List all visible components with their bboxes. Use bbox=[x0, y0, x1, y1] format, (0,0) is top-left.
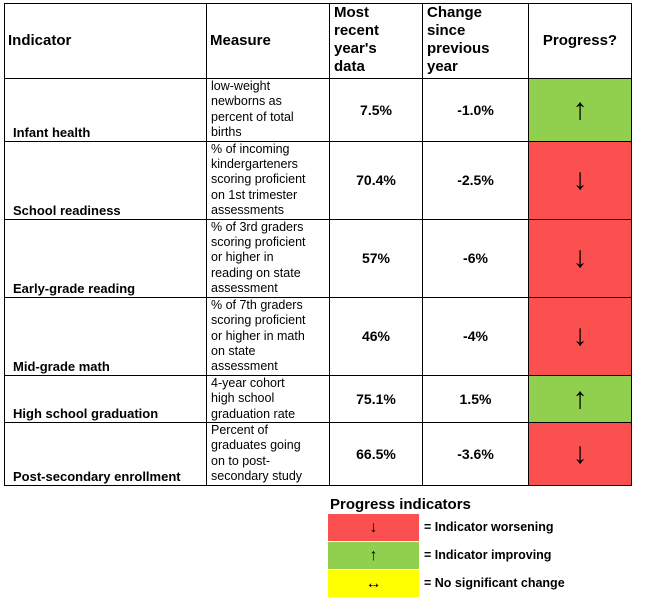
header-change: Change since previous year bbox=[423, 4, 529, 79]
indicator-name: High school graduation bbox=[5, 375, 207, 422]
change-value: -3.6% bbox=[423, 422, 529, 485]
table-row bbox=[5, 79, 632, 142]
measure-text: Percent of graduates going on to post- secondary study bbox=[207, 422, 330, 485]
legend-title: Progress indicators bbox=[330, 496, 471, 513]
change-value: -4% bbox=[423, 297, 529, 375]
arrow-down-icon: ↓ bbox=[572, 241, 588, 275]
progress-worsening bbox=[529, 219, 632, 297]
arrow-down-icon: ↓ bbox=[572, 163, 588, 197]
measure-text: 4-year cohort high school graduation rate bbox=[207, 375, 330, 422]
recent-value: 46% bbox=[330, 297, 423, 375]
indicator-name: School readiness bbox=[5, 141, 207, 219]
arrow-up-icon: ↑ bbox=[572, 381, 588, 415]
recent-value: 66.5% bbox=[330, 422, 423, 485]
recent-value: 7.5% bbox=[330, 79, 423, 142]
measure-text: low-weight newborns as percent of total births bbox=[207, 79, 330, 142]
progress-worsening bbox=[529, 297, 632, 375]
indicator-name: Early-grade reading bbox=[5, 219, 207, 297]
arrow-up-icon: ↑ bbox=[572, 92, 588, 126]
header-row bbox=[5, 4, 632, 79]
arrow-down-icon: ↓ bbox=[328, 514, 419, 541]
table-row bbox=[5, 297, 632, 375]
measure-text: % of 3rd graders scoring proficient or higher in reading on state assessment bbox=[207, 219, 330, 297]
indicator-name: Infant health bbox=[5, 79, 207, 142]
header-measure: Measure bbox=[207, 4, 330, 79]
legend-label: = Indicator worsening bbox=[424, 520, 554, 534]
table-row bbox=[5, 422, 632, 485]
arrow-down-icon: ↓ bbox=[572, 319, 588, 353]
table-row bbox=[5, 219, 632, 297]
progress-improving bbox=[529, 79, 632, 142]
measure-text: % of incoming kindergarteners scoring proficient on 1st trimester assessments bbox=[207, 141, 330, 219]
legend-label: = Indicator improving bbox=[424, 548, 552, 562]
progress-improving bbox=[529, 375, 632, 422]
header-recent: Most recent year's data bbox=[330, 4, 423, 79]
arrow-left-right-icon: ↔ bbox=[328, 570, 419, 597]
change-value: -1.0% bbox=[423, 79, 529, 142]
table-row bbox=[5, 141, 632, 219]
header-progress: Progress? bbox=[529, 4, 632, 79]
indicator-name: Post-secondary enrollment bbox=[5, 422, 207, 485]
change-value: -2.5% bbox=[423, 141, 529, 219]
recent-value: 57% bbox=[330, 219, 423, 297]
measure-text: % of 7th graders scoring proficient or higher in math on state assessment bbox=[207, 297, 330, 375]
indicators-table bbox=[4, 3, 632, 486]
header-indicator: Indicator bbox=[5, 4, 207, 79]
arrow-down-icon: ↓ bbox=[572, 436, 588, 470]
change-value: 1.5% bbox=[423, 375, 529, 422]
change-value: -6% bbox=[423, 219, 529, 297]
legend-label: = No significant change bbox=[424, 576, 565, 590]
recent-value: 75.1% bbox=[330, 375, 423, 422]
table-row bbox=[5, 375, 632, 422]
progress-worsening bbox=[529, 422, 632, 485]
arrow-up-icon: ↑ bbox=[328, 542, 419, 569]
progress-worsening bbox=[529, 141, 632, 219]
indicator-name: Mid-grade math bbox=[5, 297, 207, 375]
recent-value: 70.4% bbox=[330, 141, 423, 219]
